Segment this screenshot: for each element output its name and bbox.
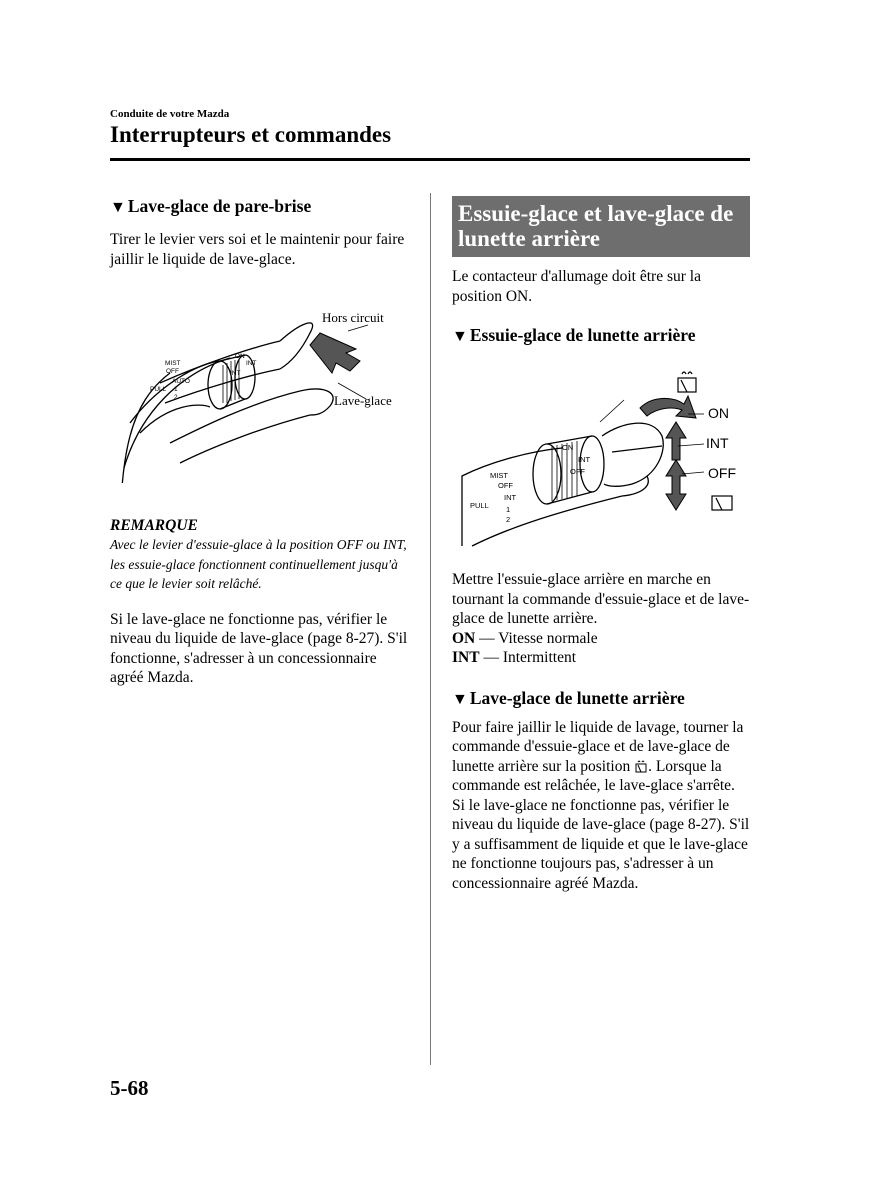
int-speed-line: INT — Intermittent [452,649,576,666]
windshield-washer-text: Tirer le levier vers soi et le maintenir pour faire jaillir le liquide de lave-glace. [110,231,405,268]
triangle-bullet-icon: ▼ [452,328,468,345]
lever-label-1: 1 [174,386,178,393]
lever-label-1: 1 [506,505,511,514]
rear-washer-text: Pour faire jaillir le liquide de lavage, tourner la commande d'essuie-glace et de lave-glace de lunette arrière sur la position . Lorsque la commande est relâchée, le lave-glace s'arrête. [452,718,744,794]
lever-label-int-2: INT [230,370,241,377]
lever-label-auto: AUTO [172,378,190,385]
lever-label-pull: PULL [150,386,167,393]
rear-washer-icon [678,372,696,392]
label-off: OFF [708,465,736,481]
lever-label-int-rear: INT [578,455,591,464]
rear-wiper-text: Mettre l'essuie-glace arrière en marche en tournant la commande d'essuie-glace et de lave-glace de lunette arrière. [452,571,750,627]
column-divider [430,193,431,1065]
lever-label-on-rear: ON [562,443,574,452]
heading-rear-wiper: ▼ Essuie-glace de lunette arrière [452,325,696,345]
lever-label-int: INT [504,493,517,502]
page-number: 5-68 [110,1076,149,1100]
title-rule [110,158,750,161]
heading-rear-washer: ▼ Lave-glace de lunette arrière [452,687,685,708]
left-column [110,196,408,688]
note-title: REMARQUE [110,517,198,534]
on-speed-line: ON — Vitesse normale [452,629,598,647]
lever-label-pull: PULL [470,501,489,510]
lever-label-int: INT [246,360,257,367]
section-title-box: Essuie-glace et lave-glace de lunette arrière [452,196,750,257]
heading-windshield-washer: ▼ Lave-glace de pare-brise [110,196,312,216]
rear-washer-icon [634,759,648,773]
label-hors-circuit: Hors circuit [322,310,384,325]
lever-label-off-rear: OFF [570,467,585,476]
chapter-label: Conduite de votre Mazda [110,108,230,120]
lever-label-2: 2 [174,394,178,401]
label-lave-glace: Lave-glace [334,393,392,408]
rear-wiper-icon [712,496,732,510]
note-body: Avec le levier d'essuie-glace à la position OFF ou INT, les essuie-glace fonctionnent continuellement jusqu'à ce que le levier soit relâché. [110,537,407,591]
page-title: Interrupteurs et commandes [110,122,392,147]
triangle-bullet-icon: ▼ [110,199,126,216]
lever-label-off: OFF [498,481,513,490]
right-column [452,196,752,893]
label-int: INT [706,435,729,451]
ignition-note-text: Le contacteur d'allumage doit être sur la position ON. [452,268,701,305]
washer-troubleshoot-text: Si le lave-glace ne fonctionne pas, vérifier le niveau du liquide de lave-glace (page 8-27). S'il fonctionne, s'adresser à un concessionnaire agréé Mazda. [110,610,408,686]
rear-wiper-lever-figure [452,366,752,556]
triangle-bullet-icon: ▼ [452,690,468,708]
front-washer-lever-figure [110,303,408,483]
label-on: ON [708,405,729,421]
rear-washer-troubleshoot-text: Si le lave-glace ne fonctionne pas, vérifier le niveau du liquide de lave-glace (page 8-27). S'il y a suffisamment de liquide et que le lave-glace ne fonctionne toujours pas, s'adresser à un concessionnaire agréé Mazda. [452,796,750,892]
lever-label-off: OFF [166,368,179,375]
lever-label-mist: MIST [165,360,181,367]
lever-label-2: 2 [506,515,511,524]
lever-label-on: ON [235,353,245,360]
lever-label-mist: MIST [490,471,508,480]
